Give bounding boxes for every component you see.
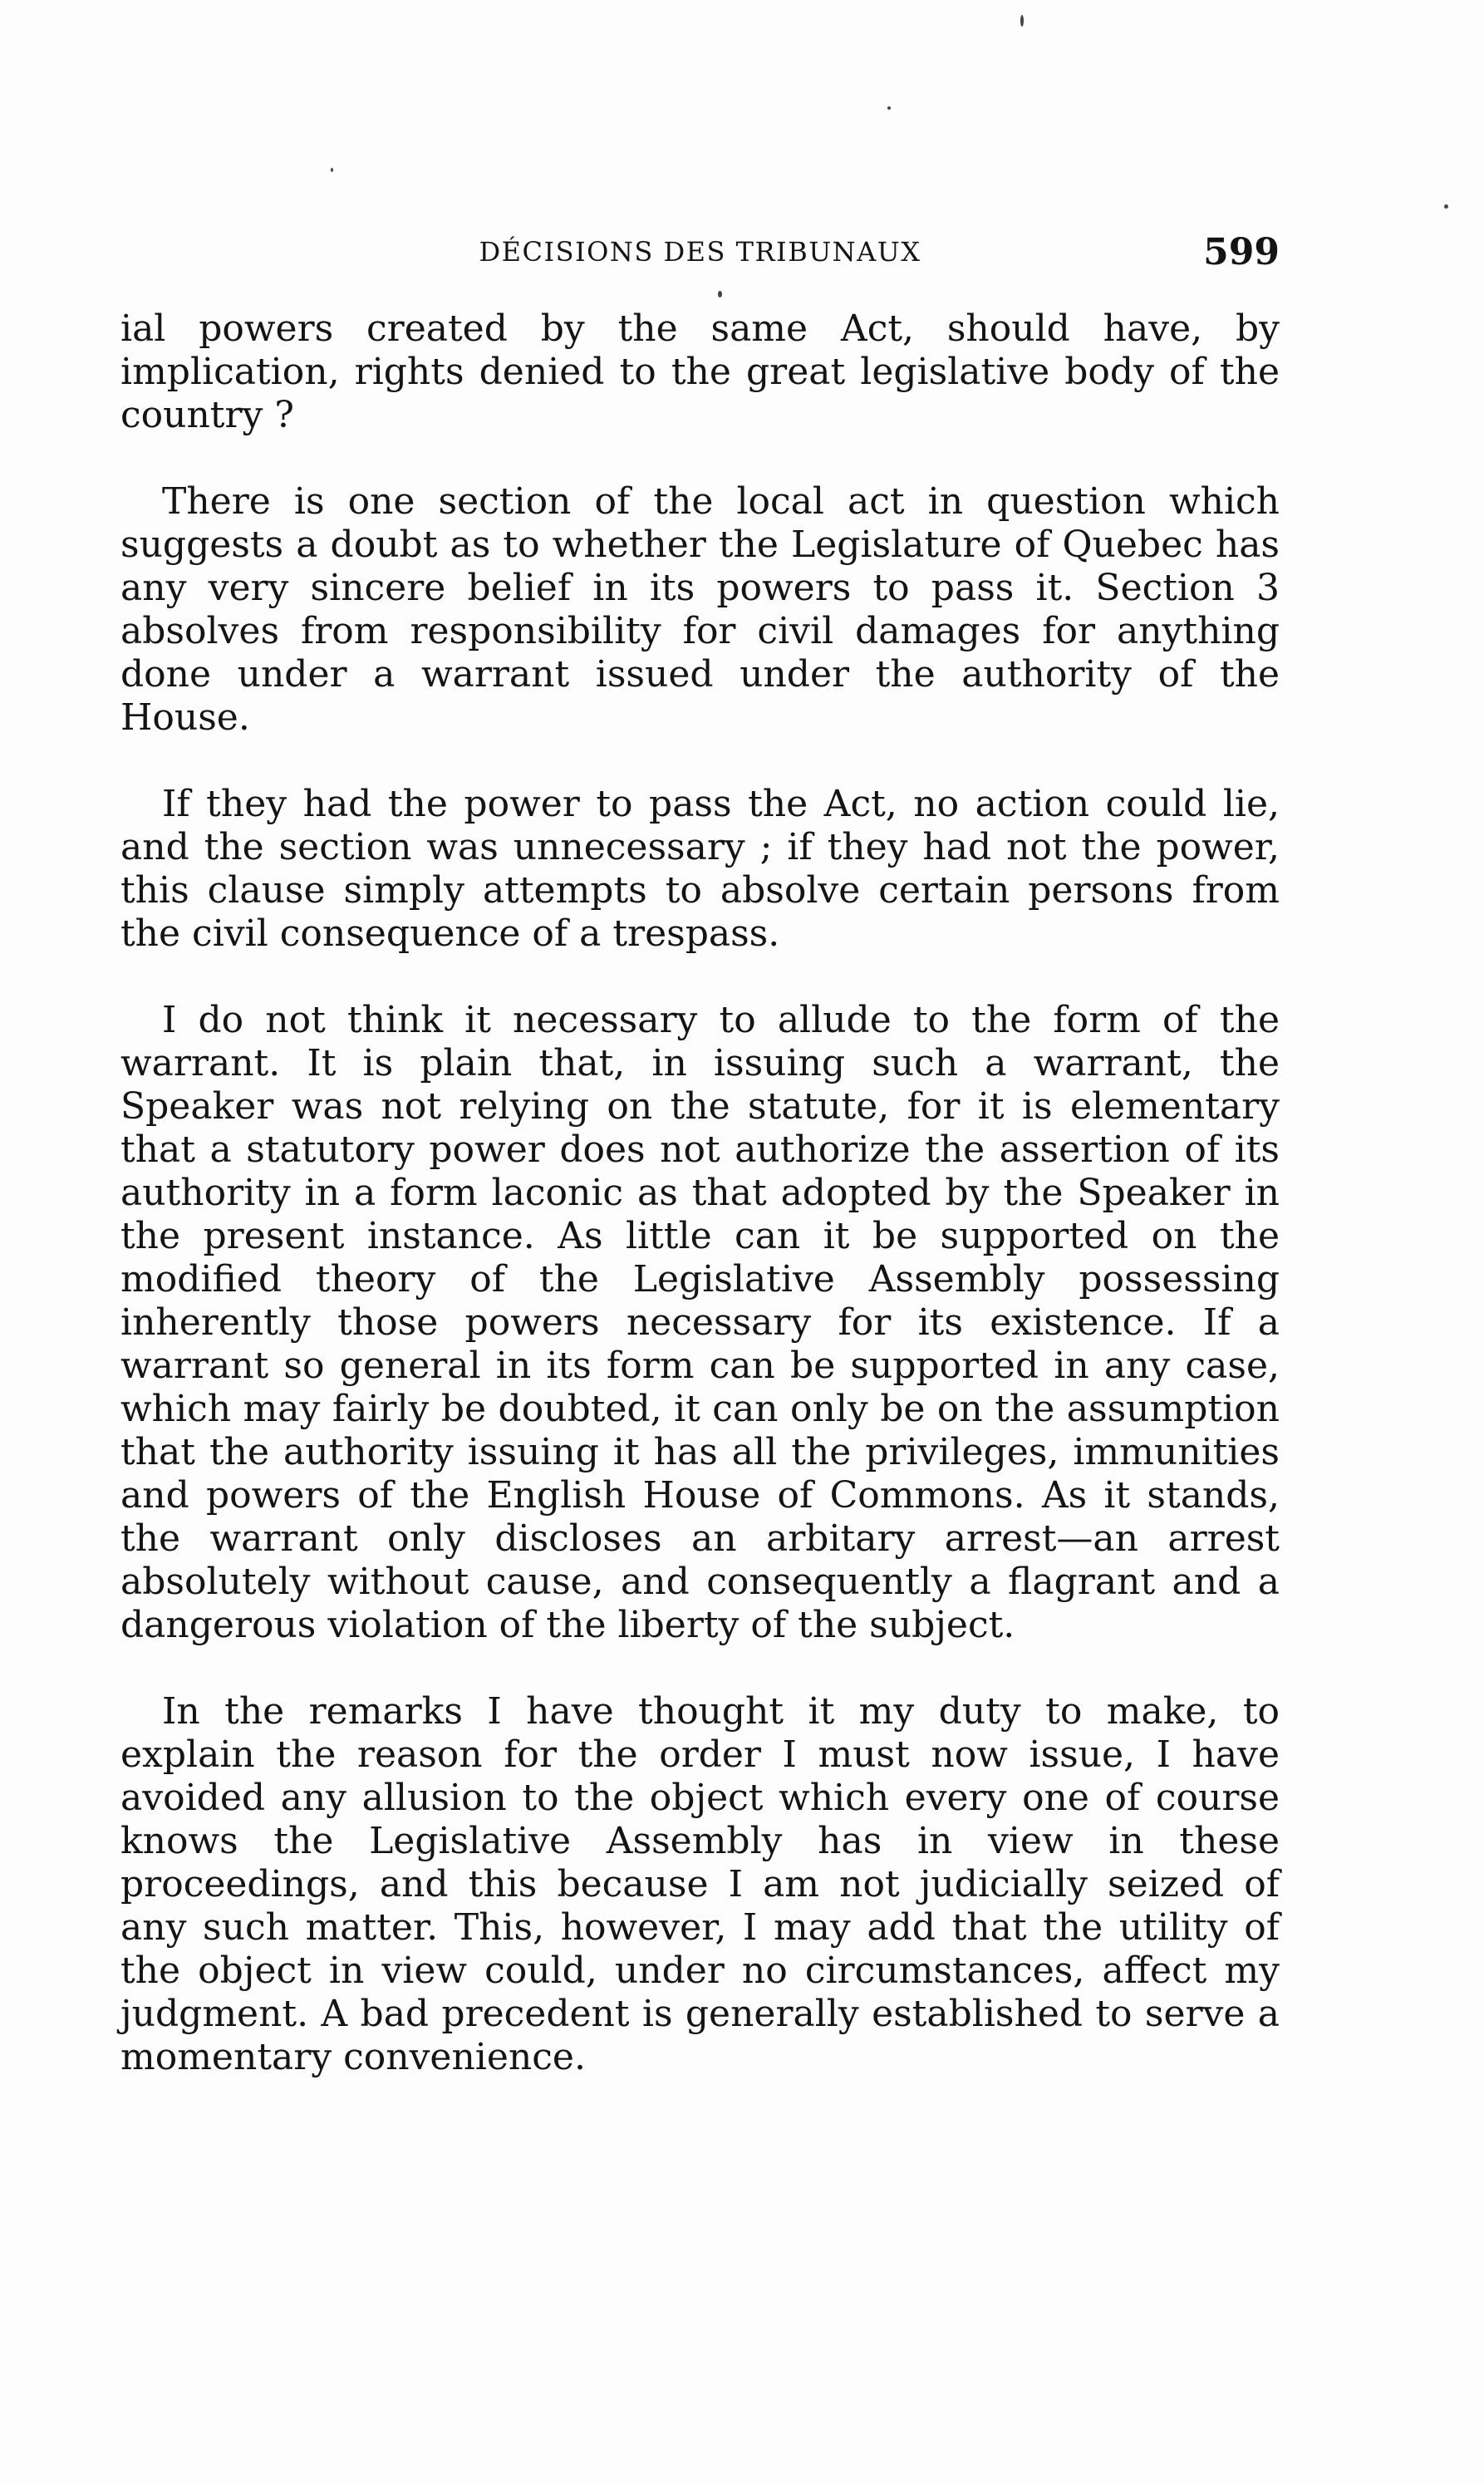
body-text [120, 307, 1280, 2122]
paragraph-section-3: There is one section of the local act in question which suggests a doubt as to whether the Legislature of Quebec has any very sincere belief in its powers to pass it. Section 3 absolves from responsibility for civil damages for anything done under a warrant issued under the authority of the House. [120, 480, 1280, 739]
scan-speck [1020, 15, 1024, 27]
paragraph-form-of-warrant: I do not think it necessary to allude to the form of the warrant. It is plain that, in issuing such a warrant, the Speaker was not relying on the statute, for it is elementary that a statutory power does not authorize the assertion of its authority in a form laconic as that adopted by the Speaker in the present instance. As little can it be supported on the modified theory of the Legislative Assembly possessing inherently those powers necessary for its existence. If a warrant so general in its form can be supported in any case, which may fairly be doubted, it can only be on the assumption that the authority issuing it has all the privileges, immunities and powers of the English House of Commons. As it stands, the warrant only discloses an arbitary arrest—an arrest absolutely without cause, and consequently a flagrant and a dangerous violation of the liberty of the subject. [120, 999, 1280, 1646]
scan-speck [718, 291, 722, 297]
scan-speck [1444, 204, 1448, 209]
paragraph-power-to-pass: If they had the power to pass the Act, no action could lie, and the section was unnecessary ; if they had not the power, this clause simply attempts to absolve certain persons from the civil consequence of a trespass. [120, 783, 1280, 955]
running-header [120, 231, 1280, 281]
running-title: DÉCISIONS DES TRIBUNAUX [479, 236, 921, 268]
page-number: 599 [1203, 231, 1280, 273]
scan-speck [887, 106, 891, 110]
paragraph-concluding-remarks: In the remarks I have thought it my duty to make, to explain the reason for the order I must now issue, I have avoided any allusion to the object which every one of course knows the Legislative Assembly has in view in these proceedings, and this because I am not judicially seized of any such matter. This, however, I may add that the utility of the object in view could, under no circumstances, affect my judgment. A bad precedent is generally established to serve a momentary convenience. [120, 1690, 1280, 2078]
paragraph-continuation: ial powers created by the same Act, should have, by implication, rights denied to the great legislative body of the country ? [120, 307, 1280, 436]
scan-speck [331, 168, 333, 172]
